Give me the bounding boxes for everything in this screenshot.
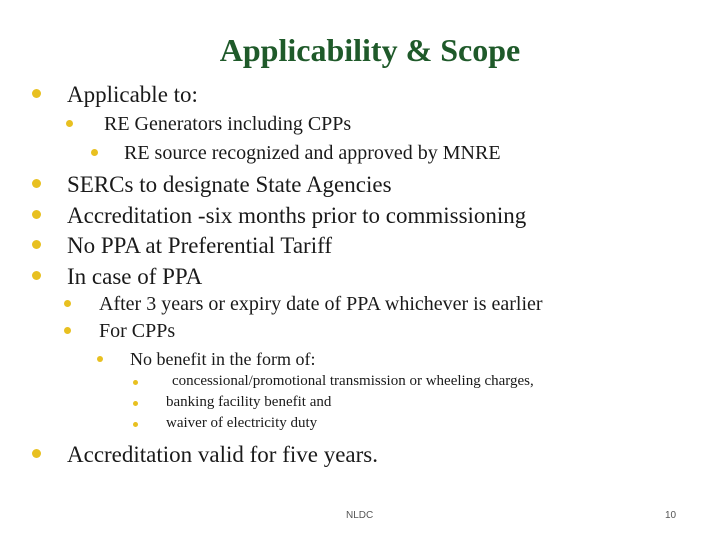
- bullet-re-source: RE source recognized and approved by MNRE: [124, 142, 501, 164]
- bullet-waiver: waiver of electricity duty: [166, 415, 318, 431]
- bullet-sercs: SERCs to designate State Agencies: [67, 172, 392, 197]
- bullet-valid-five: Accreditation valid for five years.: [67, 442, 379, 467]
- bullet-dot-icon: [32, 271, 41, 280]
- slide-title: Applicability & Scope: [219, 32, 521, 68]
- bullet-no-ppa: No PPA at Preferential Tariff: [67, 233, 332, 258]
- bullet-in-case-ppa: In case of PPA: [67, 264, 203, 289]
- bullet-dot-icon: [133, 422, 138, 427]
- footer-org: NLDC: [346, 510, 374, 521]
- page-number: 10: [665, 510, 677, 521]
- bullet-dot-icon: [97, 356, 103, 362]
- bullet-applicable-to: Applicable to:: [67, 82, 198, 107]
- bullet-banking: banking facility benefit and: [166, 394, 332, 410]
- bullet-dot-icon: [64, 300, 71, 307]
- bullet-dot-icon: [32, 210, 41, 219]
- bullet-dot-icon: [32, 179, 41, 188]
- bullet-dot-icon: [133, 380, 138, 385]
- bullet-dot-icon: [32, 240, 41, 249]
- bullet-after-3-years: After 3 years or expiry date of PPA whichever is earlier: [99, 293, 543, 315]
- bullet-dot-icon: [32, 449, 41, 458]
- bullet-dot-icon: [133, 401, 138, 406]
- bullet-no-benefit: No benefit in the form of:: [130, 349, 316, 369]
- bullet-dot-icon: [66, 120, 73, 127]
- bullet-dot-icon: [32, 89, 41, 98]
- bullet-accreditation-prior: Accreditation -six months prior to commissioning: [67, 203, 527, 228]
- bullet-dot-icon: [91, 149, 98, 156]
- bullet-concessional: concessional/promotional transmission or wheeling charges,: [172, 373, 534, 389]
- bullet-dot-icon: [64, 327, 71, 334]
- bullet-for-cpps: For CPPs: [99, 320, 176, 342]
- bullet-re-generators: RE Generators including CPPs: [104, 113, 352, 135]
